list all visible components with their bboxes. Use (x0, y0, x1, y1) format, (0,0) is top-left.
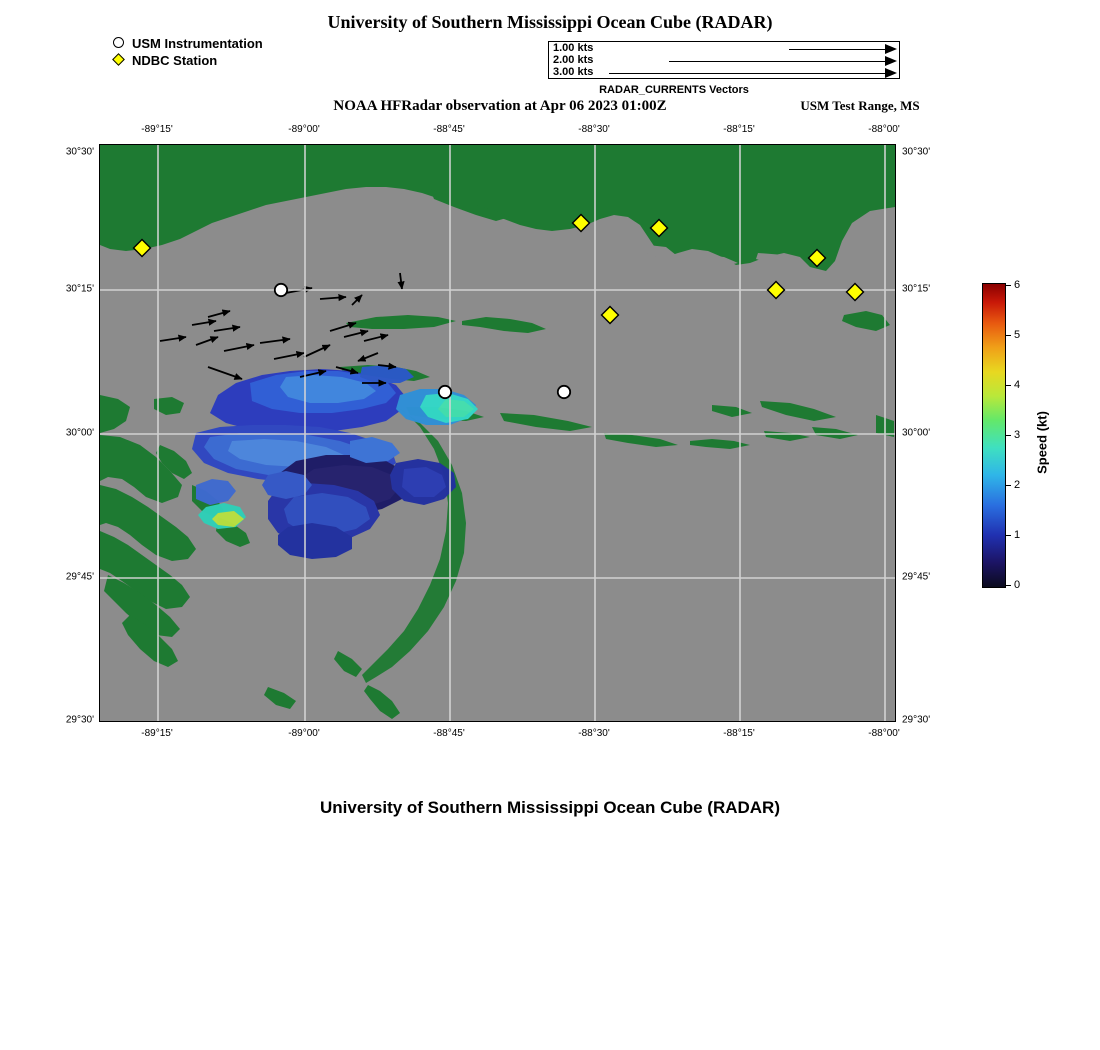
x-axis-label-top-0: -89°15' (141, 124, 173, 135)
x-axis-label-bottom-4: -88°15' (723, 728, 755, 739)
vector-key-row-2 (549, 55, 901, 67)
colorbar-tick-2: 2 (1014, 479, 1021, 491)
y-axis-label-right-1: 30°15' (902, 283, 931, 295)
y-axis-label-left-3: 29°45' (65, 571, 94, 583)
legend-label-ndbc: NDBC Station (132, 53, 218, 68)
colorbar-tick-4: 4 (1014, 379, 1021, 391)
vector-key-label-1: 1.00 kts (553, 42, 594, 54)
colorbar-title: Speed (kt) (1034, 411, 1050, 474)
vector-key-row-1 (549, 43, 901, 55)
vector-key-label-2: 2.00 kts (553, 54, 594, 66)
x-axis-label-top-1: -89°00' (288, 124, 320, 135)
vector-key-label-3: 3.00 kts (553, 66, 594, 78)
y-axis-label-left-1: 30°15' (65, 283, 94, 295)
diamond-marker-icon (112, 53, 128, 68)
x-axis-label-bottom-2: -88°45' (433, 728, 465, 739)
x-axis-label-bottom-5: -88°00' (868, 728, 900, 739)
colorbar-tick-5: 5 (1014, 329, 1021, 341)
x-axis-label-top-5: -88°00' (868, 124, 900, 135)
y-axis-label-right-2: 30°00' (902, 427, 931, 439)
colorbar-gradient (982, 283, 1006, 588)
y-axis-label-right-3: 29°45' (902, 571, 931, 583)
legend-label-usm: USM Instrumentation (132, 36, 263, 51)
observation-subtitle: NOAA HFRadar observation at Apr 06 2023 01:00Z (333, 98, 667, 114)
x-axis-label-top-4: -88°15' (723, 124, 755, 135)
map-legend (112, 36, 263, 70)
y-axis-label-right-0: 30°30' (902, 146, 931, 158)
footer-title: University of Southern Mississippi Ocean Cube (RADAR) (319, 798, 780, 817)
page-title: University of Southern Mississippi Ocean Cube (RADAR) (327, 12, 773, 32)
y-axis-label-left-4: 29°30' (65, 714, 94, 726)
vector-scale-key (548, 41, 900, 79)
colorbar-tick-3: 3 (1014, 429, 1021, 441)
x-axis-label-bottom-3: -88°30' (578, 728, 610, 739)
x-axis-label-bottom-0: -89°15' (141, 728, 173, 739)
y-axis-label-right-4: 29°30' (902, 714, 931, 726)
vector-key-caption: RADAR_CURRENTS Vectors (599, 84, 749, 96)
x-axis-label-top-3: -88°30' (578, 124, 610, 135)
vector-key-row-3 (549, 67, 901, 79)
colorbar-tick-0: 0 (1014, 579, 1021, 591)
x-axis-label-top-2: -88°45' (433, 124, 465, 135)
legend-item-ndbc-station (112, 53, 263, 68)
y-axis-label-left-0: 30°30' (65, 146, 94, 158)
arrow-head-icon (885, 44, 897, 54)
legend-item-usm-instrumentation (112, 36, 263, 51)
arrow-head-icon (885, 56, 897, 66)
x-axis-label-bottom-1: -89°00' (288, 728, 320, 739)
arrow-head-icon (885, 68, 897, 78)
map-canvas[interactable] (99, 144, 896, 722)
colorbar-tick-1: 1 (1014, 529, 1021, 541)
colorbar-tick-6: 6 (1014, 279, 1021, 291)
range-label: USM Test Range, MS (800, 98, 920, 113)
circle-marker-icon (112, 36, 128, 51)
y-axis-label-left-2: 30°00' (65, 427, 94, 439)
